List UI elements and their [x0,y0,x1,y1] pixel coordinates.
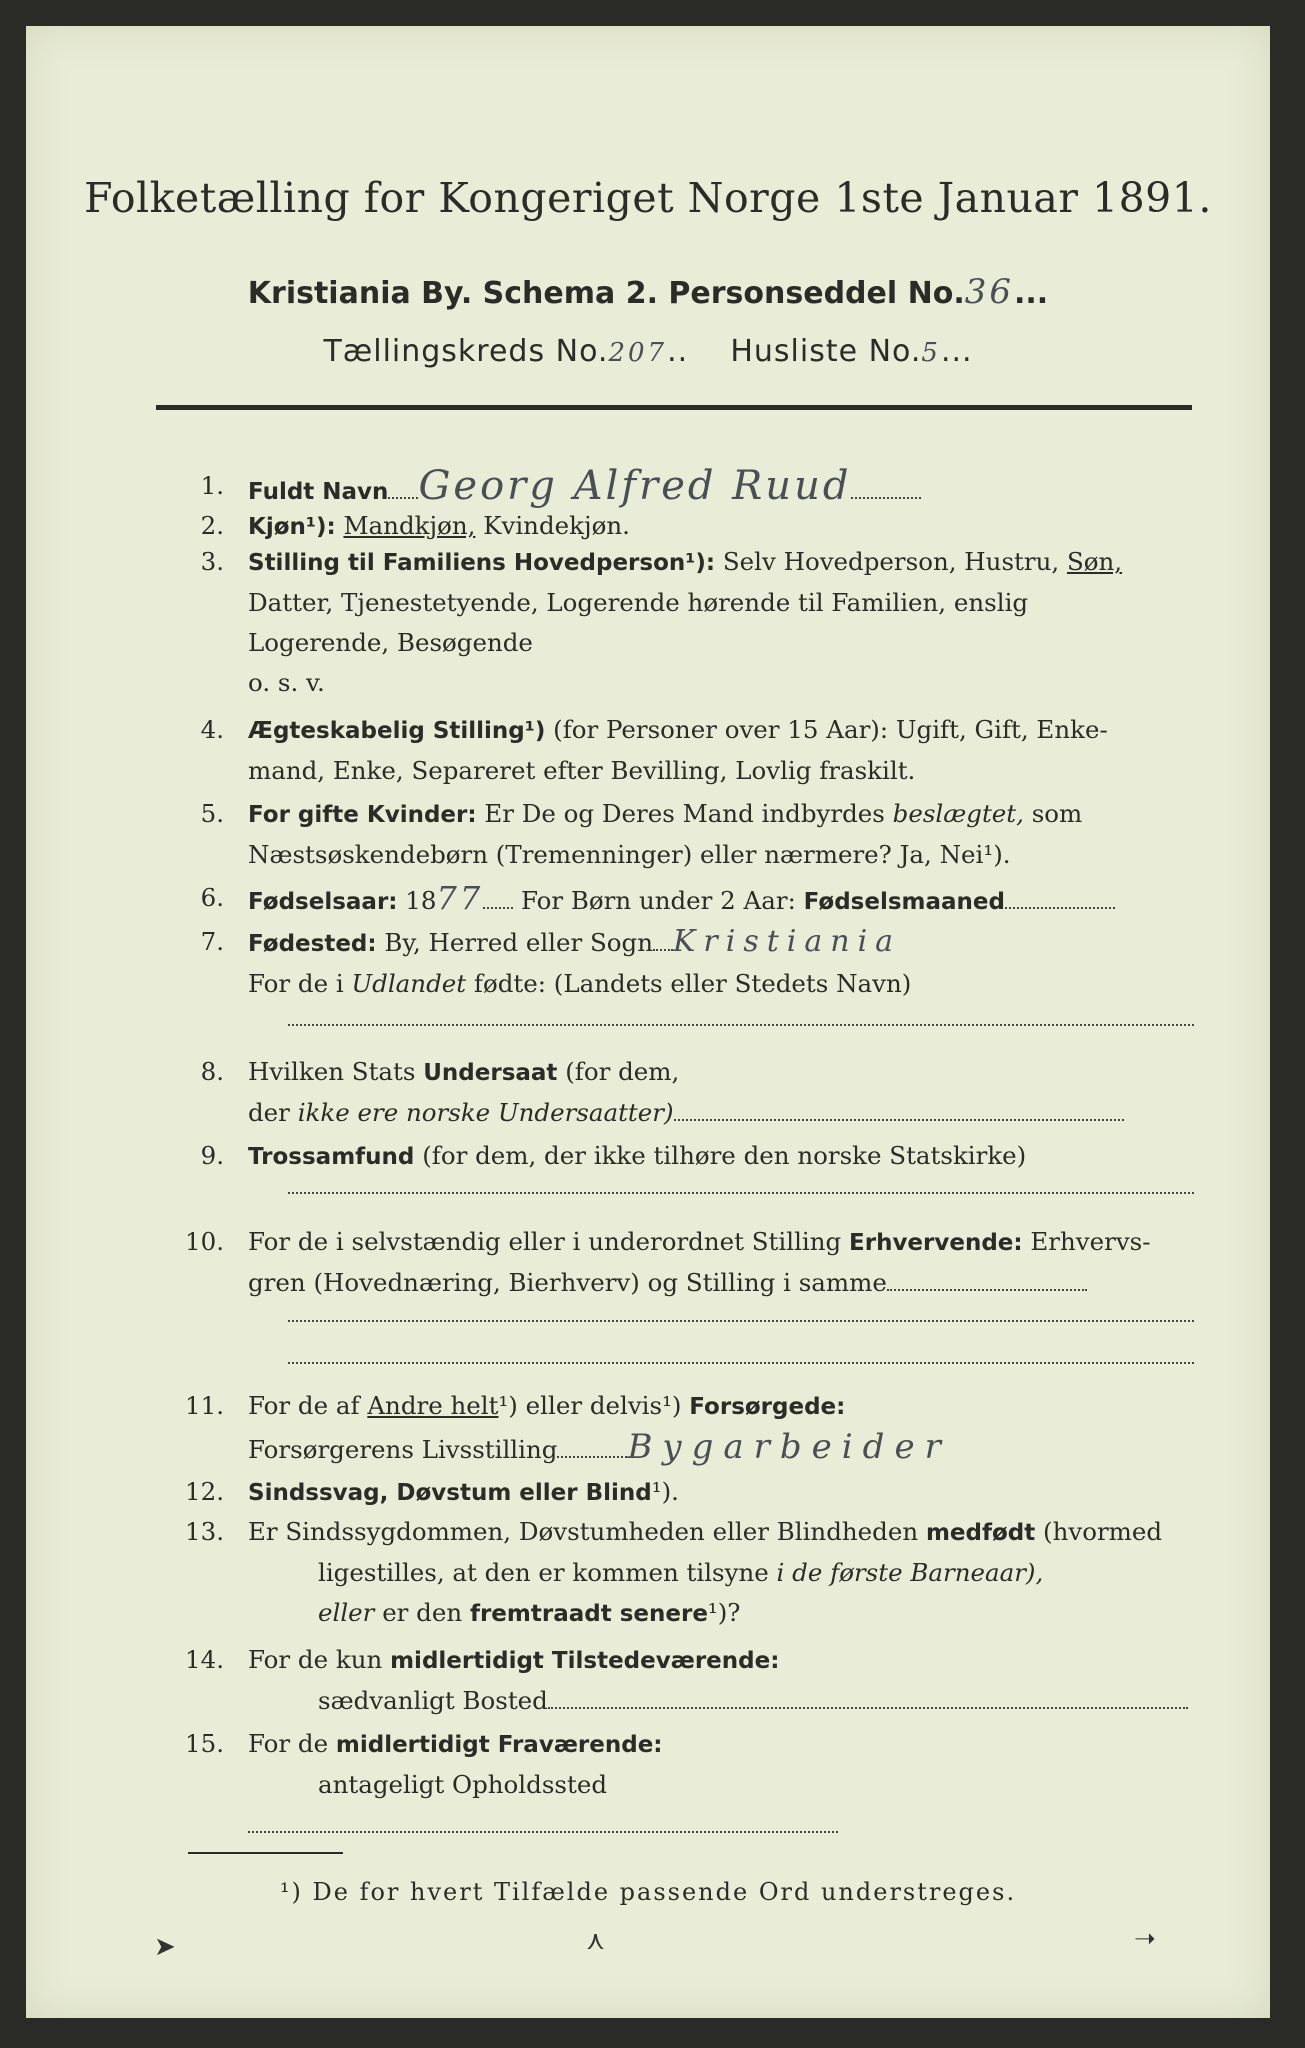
occupation-label-d: gren (Hovednæring, Bierhverv) og Stilling i samme [248,1268,887,1297]
marital-status-label: Ægteskabelig Stilling¹) [248,718,546,744]
provider-occupation-value: Bygarbeider [627,1427,951,1467]
citizenship-label-e: ikke ere norske Undersaatter) [297,1098,674,1127]
schema-label: Kristiania By. Schema 2. Personseddel No. [247,276,965,311]
dotted-line [557,1436,627,1458]
registration-mark-right: ➝ [1134,1924,1156,1954]
religion-label: Trossamfund [248,1144,415,1170]
foreign-born-label-b: Udlandet [351,969,467,998]
citizenship-label-c: (for dem, [565,1057,680,1086]
disability-suffix: ¹). [651,1477,679,1506]
item-number: 9. [200,1141,224,1170]
dotted-line [248,1811,838,1833]
item-number: 7. [200,927,224,956]
citizenship-label-d: der [248,1098,290,1127]
kreds-dots: .. [667,334,720,369]
kreds-number: 207 [608,338,668,368]
item-number: 6. [200,883,224,912]
schema-dots: ... [1014,276,1049,311]
congenital-label-b: medfødt [925,1520,1036,1546]
disability-label: Sindssvag, Døvstum eller Blind [248,1480,652,1506]
item-number: 5. [200,799,224,828]
item-number: 2. [200,511,224,540]
occupation-label-a: For de i selvstændig eller i underordnet Stilling [248,1227,842,1256]
full-name-value: Georg Alfred Ruud [418,463,852,509]
dotted-line [887,1269,1087,1291]
husliste-dots: ... [940,334,973,369]
dotted-line [548,1687,1188,1709]
item-number: 12. [185,1477,224,1506]
congenital-label-c: (hvormed [1043,1517,1163,1546]
birth-year-value: 77 [436,879,484,917]
full-name-label: Fuldt Navn [248,479,389,505]
birth-year-label: Fødselsaar: [248,889,398,915]
congenital-label-h: fremtraadt senere [469,1601,708,1627]
dotted-line [851,477,921,499]
family-position-options-2: Datter, Tjenestetyende, Logerende hørende til Familien, enslig [248,588,1029,617]
birthplace-question: By, Herred eller Sogn [384,928,653,957]
husliste-number: 5 [921,338,941,368]
supported-label-d: Forsørgede: [689,1394,846,1420]
husliste-label: Husliste No. [730,334,922,369]
congenital-label-g: er den [382,1598,463,1627]
occupation-label-c: Erhvervs- [1030,1227,1151,1256]
birth-under-two-label: For Børn under 2 Aar: [521,886,796,915]
foreign-born-label-c: fødte: (Landets eller Stedets Navn) [473,969,912,998]
sex-option-male: Mandkjøn, [343,511,476,540]
dotted-line [288,1320,1194,1322]
item-number: 3. [200,547,224,576]
item-number: 14. [185,1645,224,1674]
foreign-born-label-a: For de i [248,969,344,998]
form-title: Folketælling for Kongeriget Norge 1ste Januar 1891. [84,174,1212,222]
married-women-related: beslægtet, [892,799,1024,828]
temp-absent-label-a: For de [248,1729,329,1758]
temp-absent-label-b: midlertidigt Fraværende: [335,1732,663,1758]
registration-mark-center: ⋏ [586,1926,606,1956]
temp-present-label-a: For de kun [248,1645,383,1674]
dotted-line [288,1024,1194,1026]
family-position-son: Søn, [1066,547,1123,576]
occupation-label-b: Erhvervende: [849,1230,1023,1256]
dotted-line [1005,887,1115,909]
birth-year-prefix: 18 [405,886,437,915]
footnote-rule [188,1852,343,1854]
dotted-line [674,1099,1124,1121]
married-women-som: som [1031,799,1083,828]
temp-present-label-b: midlertidigt Tilstedeværende: [390,1648,780,1674]
congenital-label-a: Er Sindssygdommen, Døvstumheden eller Blindheden [248,1517,919,1546]
item-number: 15. [185,1729,224,1758]
probable-residence-label: antageligt Opholdssted [318,1770,607,1799]
personseddel-number: 36 [964,272,1014,312]
dotted-line [288,1362,1194,1364]
married-women-question-2: Næstsøskendebørn (Tremenninger) eller nærmere? Ja, Nei¹). [248,840,1011,869]
usual-residence-label: sædvanligt Bosted [318,1686,548,1715]
congenital-label-d: ligestilles, at den er kommen tilsyne [318,1558,769,1587]
congenital-label-e: i de første Barneaar), [776,1558,1044,1587]
supported-label-c: ¹) eller delvis¹) [498,1391,682,1420]
kreds-line [26,334,1270,369]
married-women-question: Er De og Deres Mand indbyrdes [484,799,885,828]
marital-status-options: (for Personer over 15 Aar): Ugift, Gift, Enke- [553,715,1108,744]
family-position-options: Selv Hovedperson, Hustru, [722,547,1060,576]
sex-label: Kjøn¹): [248,514,336,540]
dotted-line [288,1192,1194,1194]
schema-line [26,272,1270,312]
religion-question: (for dem, der ikke tilhøre den norske Statskirke) [422,1141,1027,1170]
congenital-label-f: eller [318,1598,375,1627]
citizenship-label-a: Hvilken Stats [248,1057,416,1086]
congenital-label-i: ¹)? [707,1598,741,1627]
married-women-label: For gifte Kvinder: [248,802,477,828]
family-position-options-3: Logerende, Besøgende [248,628,533,657]
supported-label-a: For de af [248,1391,360,1420]
item-number: 4. [200,715,224,744]
family-position-options-4: o. s. v. [248,668,325,697]
kreds-label: Tællingskreds No. [323,334,609,369]
birthplace-label: Fødested: [248,931,377,957]
sex-option-female: Kvindekjøn. [483,511,630,540]
marital-status-options-2: mand, Enke, Separeret efter Bevilling, Lovlig fraskilt. [248,756,916,785]
footnote: ¹) De for hvert Tilfælde passende Ord understreges. [279,1878,1017,1906]
dotted-line [483,887,513,909]
provider-occupation-label: Forsørgerens Livsstilling [248,1435,558,1464]
birth-month-label: Fødselsmaaned [803,889,1005,915]
registration-mark-left: ➤ [154,1932,176,1962]
supported-label-b: Andre helt [367,1391,499,1420]
item-number: 11. [185,1391,224,1420]
item-number: 10. [185,1227,224,1256]
citizenship-label-b: Undersaat [423,1060,558,1086]
census-form-sheet [26,26,1270,2018]
family-position-label: Stilling til Familiens Hovedperson¹): [248,550,716,576]
item-number: 8. [200,1057,224,1086]
birthplace-value: Kristiania [672,924,902,959]
dotted-line [388,477,418,499]
dotted-line [653,929,673,951]
item-number: 1. [200,471,224,500]
header-rule [156,405,1192,410]
item-number: 13. [185,1517,224,1546]
